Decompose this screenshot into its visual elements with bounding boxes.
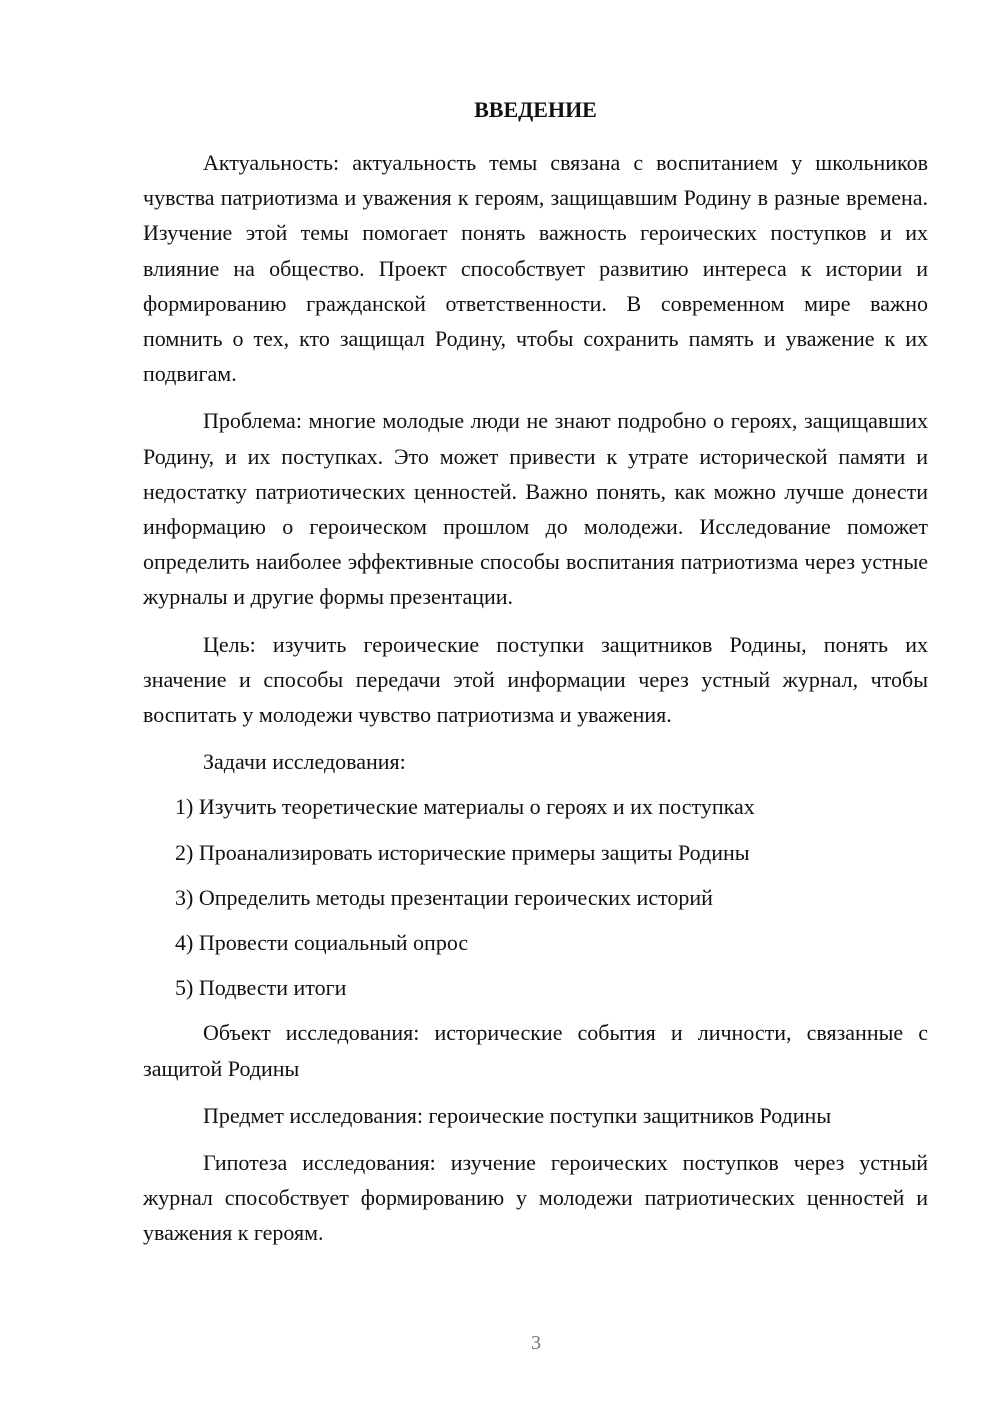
tasks-title: Задачи исследования: bbox=[203, 749, 406, 775]
list-item: 4) Провести социальный опрос bbox=[175, 930, 469, 956]
page-number: 3 bbox=[531, 1332, 541, 1354]
subject-paragraph: Предмет исследования: героические поступки защитников Родины bbox=[203, 1102, 832, 1128]
tasks-list bbox=[143, 789, 928, 1005]
document-page bbox=[143, 94, 928, 1251]
object-paragraph: Объект исследования: исторические события и личности, связанные с защитой Родины bbox=[143, 1020, 928, 1081]
relevance-paragraph: Актуальность: актуальность темы связана с воспитанием у школьников чувства патриотизма и уважения к героям, защищавшим Родину в разные времена. Изучение этой темы помогает понять важность героических поступков и их влияние на общество. Проект способствует развитию интереса к истории и формированию гражданской ответственности. В современном мире важно помнить о тех, кто защищал Родину, чтобы сохранить память и уважение к их подвигам. bbox=[143, 150, 928, 387]
list-item: 1) Изучить теоретические материалы о героях и их поступках bbox=[175, 794, 755, 820]
problem-paragraph: Проблема: многие молодые люди не знают подробно о героях, защищавших Родину, и их поступках. Это может привести к утрате исторической памяти и недостатку патриотических ценностей. Важно понять, как можно лучше донести информацию о героическом прошлом до молодежи. Исследование поможет определить наиболее эффективные способы воспитания патриотизма через устные журналы и другие формы презентации. bbox=[143, 408, 928, 610]
page-title: ВВЕДЕНИЕ bbox=[474, 97, 597, 122]
goal-paragraph: Цель: изучить героические поступки защитников Родины, понять их значение и способы передачи этой информации через устный журнал, чтобы воспитать у молодежи чувство патриотизма и уважения. bbox=[143, 631, 928, 728]
list-item: 2) Проанализировать исторические примеры защиты Родины bbox=[175, 839, 750, 865]
hypothesis-paragraph: Гипотеза исследования: изучение героических поступков через устный журнал способствует формированию у молодежи патриотических ценностей и уважения к героям. bbox=[143, 1150, 928, 1246]
list-item: 5) Подвести итоги bbox=[175, 975, 347, 1001]
list-item: 3) Определить методы презентации героических историй bbox=[175, 884, 713, 910]
